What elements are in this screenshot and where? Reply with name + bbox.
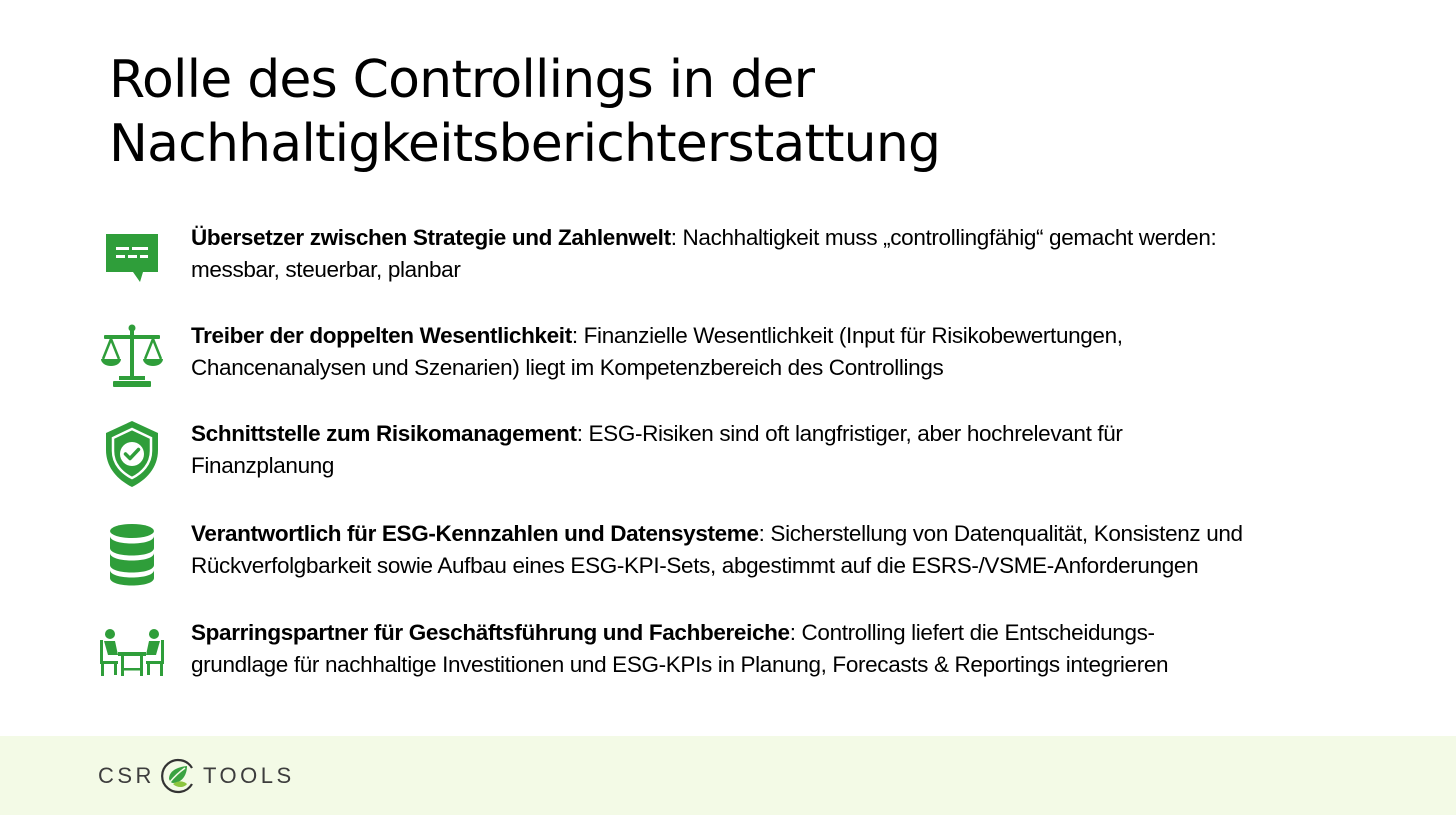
item-description: : Sicherstellung von Datenqualität, Konsistenz und (758, 521, 1243, 546)
title-line-1: Rolle des Controllings in der (109, 50, 815, 110)
shield-check-icon (96, 418, 168, 490)
leaf-circle-icon (159, 757, 197, 795)
item-heading: Sparringspartner für Geschäftsführung und Fachbereiche (191, 620, 790, 645)
item-heading: Verantwortlich für ESG-Kennzahlen und Datensysteme (191, 521, 759, 546)
database-icon (96, 518, 168, 590)
logo-text-left: CSR (98, 763, 155, 788)
list-item-text (191, 617, 1381, 681)
speech-bubble-icon (96, 222, 168, 294)
scales-icon (96, 320, 168, 392)
meeting-icon (96, 617, 168, 689)
csr-tools-logo (98, 756, 295, 796)
logo-text-right: TOOLS (202, 763, 295, 788)
item-description: : Controlling liefert die Entscheidungs- (789, 620, 1155, 645)
list-item-text (191, 222, 1381, 286)
item-description-line-2: messbar, steuerbar, planbar (191, 257, 461, 282)
list-item-text (191, 320, 1381, 384)
item-description-line-2: Rückverfolgbarkeit sowie Aufbau eines ESG-KPI-Sets, abgestimmt auf die ESRS-/VSME-Anforderungen (191, 553, 1199, 578)
list-item-sparring (96, 617, 1396, 689)
item-heading: Treiber der doppelten Wesentlichkeit (191, 323, 572, 348)
list-item-translator (96, 222, 1396, 294)
item-description: : ESG-Risiken sind oft langfristiger, aber hochrelevant für (576, 421, 1123, 446)
item-heading: Schnittstelle zum Risikomanagement (191, 421, 577, 446)
title-line-2: Nachhaltigkeitsberichterstattung (109, 114, 941, 174)
item-description: : Finanzielle Wesentlichkeit (Input für Risikobewertungen, (571, 323, 1123, 348)
item-heading: Übersetzer zwischen Strategie und Zahlenwelt (191, 225, 671, 250)
item-description-line-2: Chancenanalysen und Szenarien) liegt im Kompetenzbereich des Controllings (191, 355, 944, 380)
item-description-line-2: Finanzplanung (191, 453, 335, 478)
list-item-materiality (96, 320, 1396, 392)
list-item-risk (96, 418, 1396, 490)
item-description-line-2: grundlage für nachhaltige Investitionen und ESG-KPIs in Planung, Forecasts & Reportings integrieren (191, 652, 1169, 677)
footer-band (0, 736, 1456, 815)
item-description: : Nachhaltigkeit muss „controllingfähig“ gemacht werden: (670, 225, 1217, 250)
list-item-text (191, 518, 1381, 582)
list-item-kpis (96, 518, 1396, 590)
list-item-text (191, 418, 1381, 482)
